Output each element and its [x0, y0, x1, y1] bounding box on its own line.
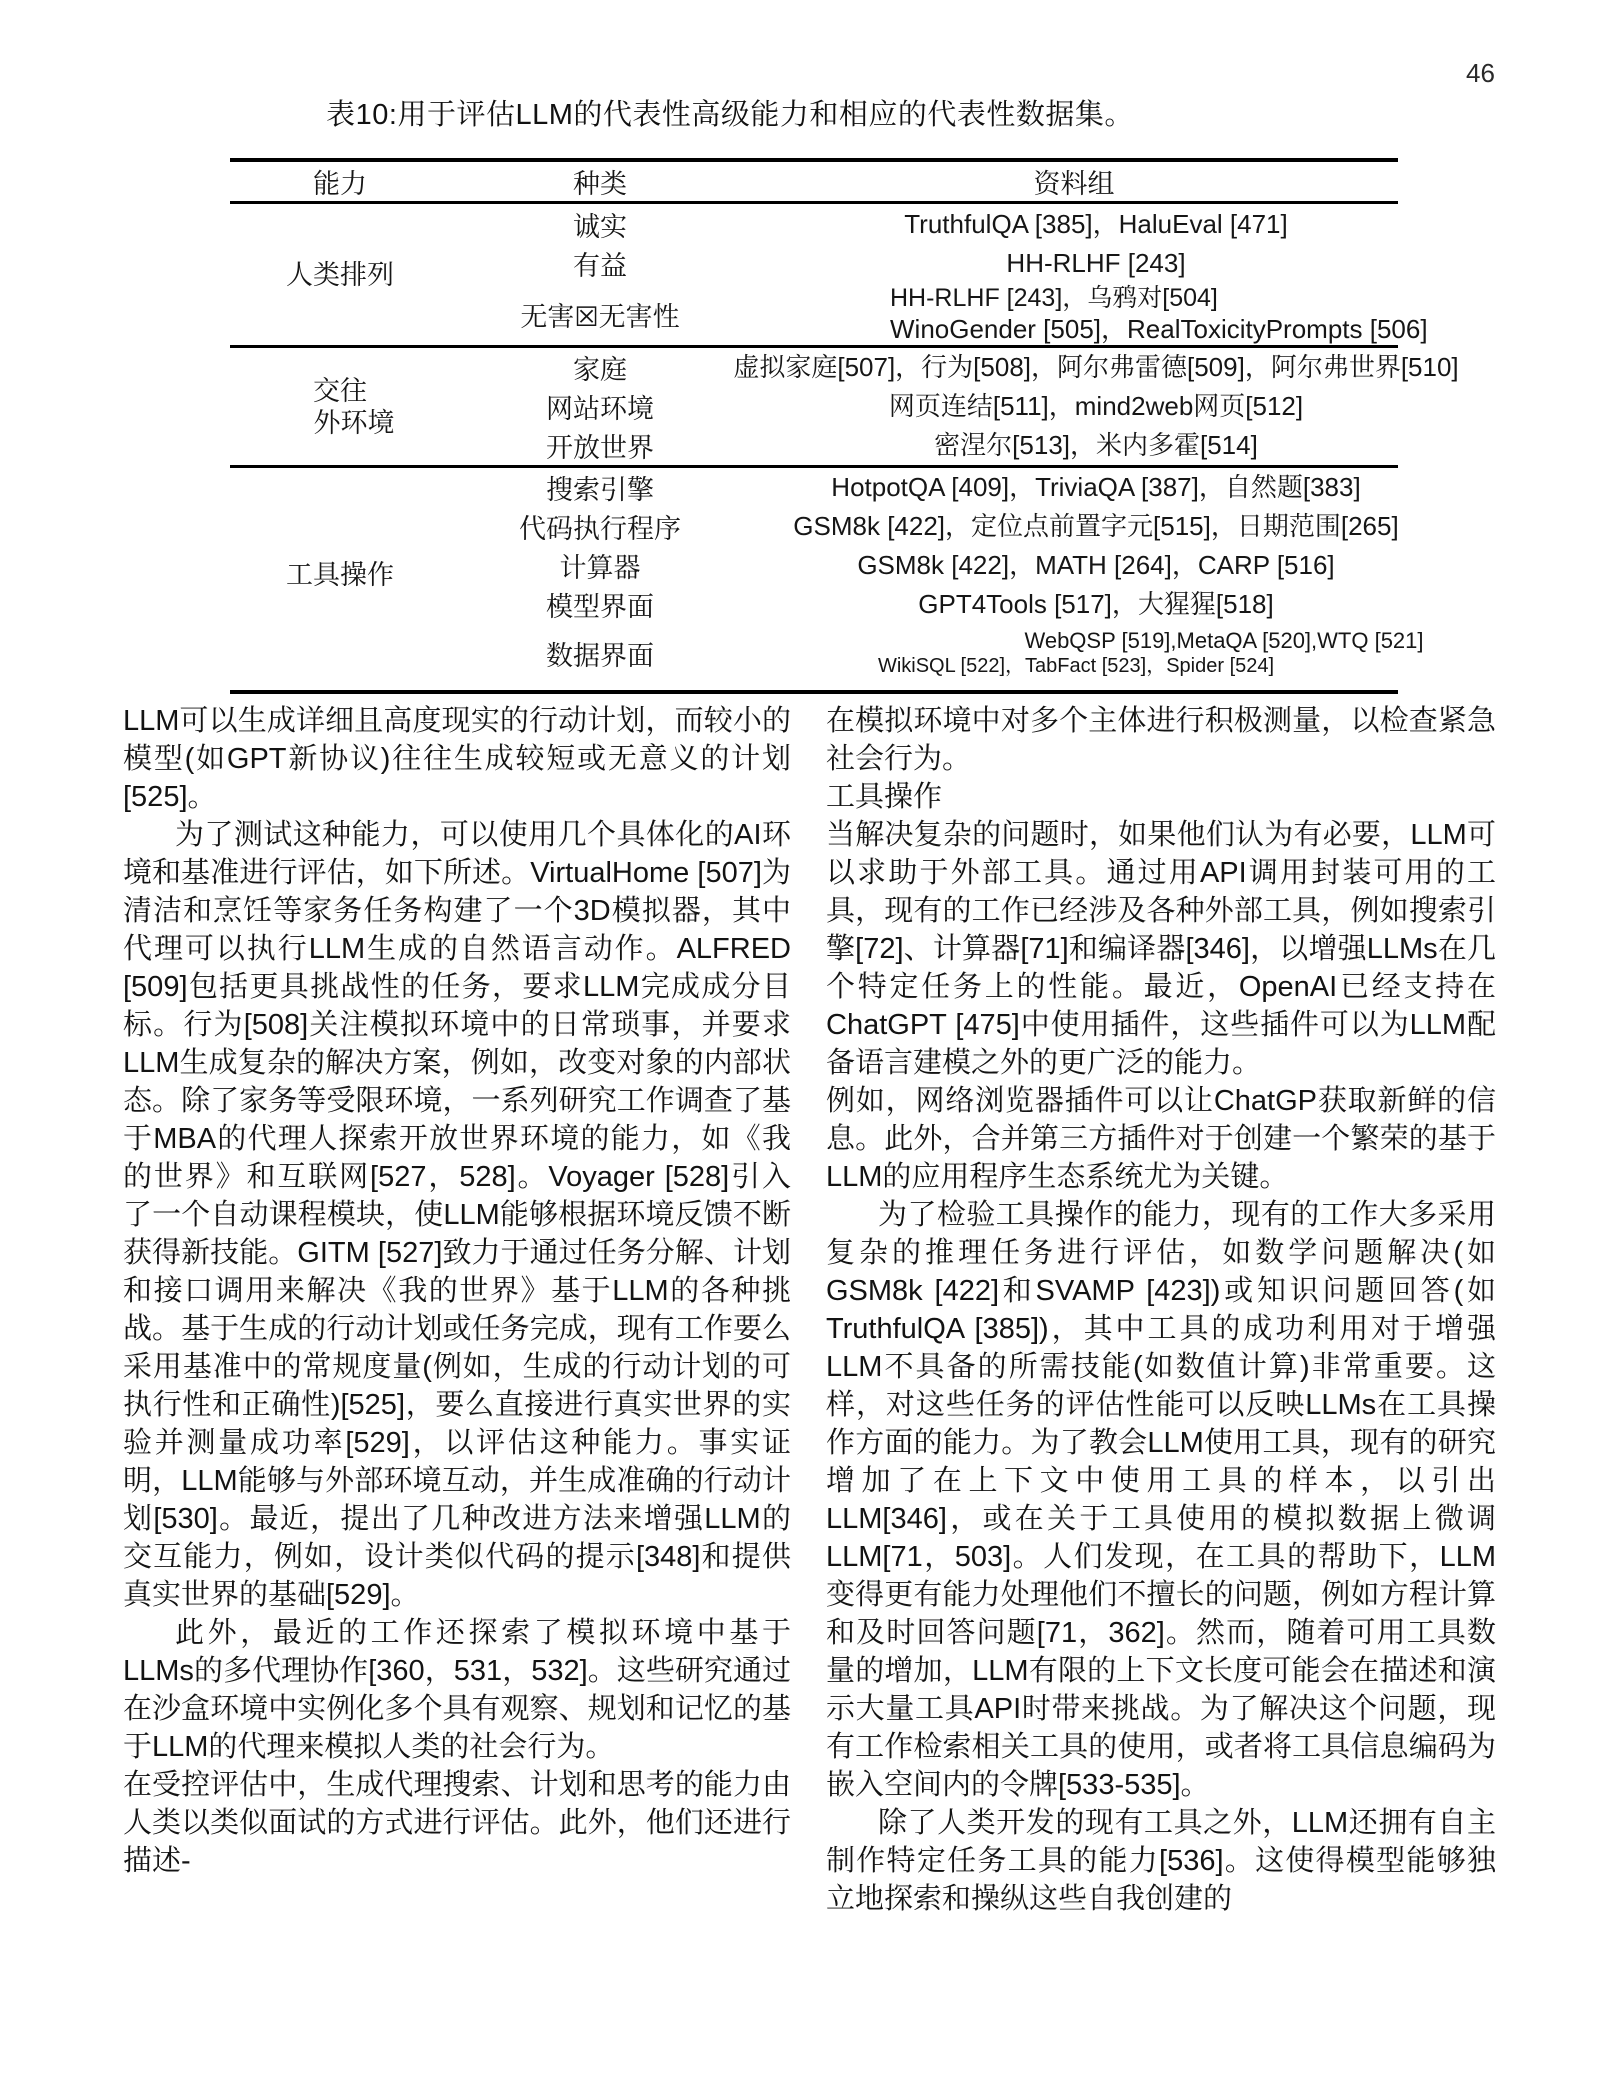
paragraph: 此外，最近的工作还探索了模拟环境中基于LLMs的多代理协作[360，531，532]。这些研究通过在沙盒环境中实例化多个具有观察、规划和记忆的基于LLM的代理来模拟人类的社会行为。: [123, 1617, 791, 1763]
paragraph: 为了测试这种能力，可以使用几个具体化的AI环境和基准进行评估，如下所述。VirtualHome [507]为清洁和烹饪等家务任务构建了一个3D模拟器，其中代理可以执行LLM生成的自然语言动作。ALFRED [509]包括更具挑战性的任务，要求LLM完成成分目标。行为[508]关注模拟环境中的日常琐事，并要求LLM生成复杂的解决方案，例如，改变对象的内部状态。除了家务等受限环境，一系列研究工作调查了基于MBA的代理人探索开放世界环境的能力，如《我的世界》和互联网[527，528]。Voyager [528]引入了一个自动课程模块，使LLM能够根据环境反馈不断获得新技能。GITM [527]致力于通过任务分解、计划和接口调用来解决《我的世界》基于LLM的各种挑战。基于生成的行动计划或任务完成，现有工作要么采用基准中的常规度量(例如，生成的行动计划的可执行性和正确性)[525]，要么直接进行真实世界的实验并测量成功率[529]，以评估这种能力。事实证明，LLM能够与外部环境互动，并生成准确的行动计划[530]。最近，提出了几种改进方法来增强LLM的交互能力，例如，设计类似代码的提示[348]和提供真实世界的基础[529]。: [123, 819, 791, 1611]
dataset-line: 虚拟家庭[507]，行为[508]，阿尔弗雷德[509]，阿尔弗世界[510]: [733, 352, 1459, 382]
capability-cell: [230, 468, 450, 682]
dataset-line: GPT4Tools [517]，大猩猩[518]: [918, 589, 1274, 619]
type-cell: 有益: [573, 251, 627, 281]
paragraph: 例如，网络浏览器插件可以让ChatGP获取新鲜的信息。此外，合并第三方插件对于创建一个繁荣的基于LLM的应用程序生态系统尤为关键。: [826, 1085, 1496, 1193]
capability-label: 交往: [313, 375, 367, 406]
datasets-cell: [772, 244, 1420, 283]
table-header-row: [230, 162, 1398, 204]
page-number: 46: [1466, 58, 1495, 88]
table-section-tool-manipulation: [230, 465, 1424, 690]
type-cell: 无害☒无害性: [520, 301, 680, 332]
datasets-cell: [772, 204, 1420, 244]
capability-cell: [230, 348, 450, 465]
capability-label: 外环境: [313, 407, 395, 438]
type-cell: 模型界面: [546, 592, 654, 622]
datasets-cell: [772, 426, 1420, 465]
capability-cell: [230, 204, 450, 345]
capability-label: 人类排列: [286, 259, 394, 290]
datasets-cell: [772, 624, 1424, 682]
datasets-cell: [733, 348, 1459, 387]
datasets-cell: [772, 468, 1420, 507]
paragraph: 除了人类开发的现有工具之外，LLM还拥有自主制作特定任务工具的能力[536]。这使得模型能够独立地探索和操纵这些自我创建的: [826, 1807, 1496, 1915]
datasets-cell: [772, 546, 1420, 585]
paragraph: 在模拟环境中对多个主体进行积极测量，以检查紧急社会行为。: [826, 705, 1496, 775]
type-cell: 开放世界: [546, 433, 654, 463]
type-cell: 代码执行程序: [519, 514, 681, 544]
table-header-capability: 能力: [313, 169, 367, 199]
type-cell: 家庭: [573, 355, 627, 385]
paragraph: LLM可以生成详细且高度现实的行动计划，而较小的模型(如GPT新协议)往往生成较短或无意义的计划[525]。: [123, 705, 791, 813]
datasets-cell: [772, 507, 1420, 546]
dataset-line: HotpotQA [409]，TriviaQA [387]，自然题[383]: [831, 472, 1361, 502]
left-column: [123, 702, 791, 1880]
dataset-line: HH-RLHF [243]，乌鸦对[504]: [890, 284, 1218, 312]
table-header-type: 种类: [573, 169, 627, 199]
table-section-human-alignment: [230, 204, 1428, 345]
dataset-line: WinoGender [505]，RealToxicityPrompts [506]: [890, 314, 1428, 344]
dataset-line: TruthfulQA [385]，HaluEval [471]: [904, 208, 1288, 239]
dataset-line: 网页连结[511]，mind2web网页[512]: [888, 391, 1304, 421]
datasets-cell: [772, 387, 1420, 426]
dataset-line: WikiSQL [522]，TabFact [523]，Spider [524]: [877, 654, 1275, 677]
type-cell: 搜索引擎: [546, 475, 654, 505]
paragraph: 在受控评估中，生成代理搜索、计划和思考的能力由人类以类似面试的方式进行评估。此外，他们还进行描述-: [123, 1769, 791, 1877]
paragraph: 为了检验工具操作的能力，现有的工作大多采用复杂的推理任务进行评估，如数学问题解决(如GSM8k [422]和SVAMP [423])或知识问题回答(如TruthfulQA [385])，其中工具的成功利用对于增强LLM不具备的所需技能(如数值计算)非常重要。这样，对这些任务的评估性能可以反映LLMs在工具操作方面的能力。为了教会LLM使用工具，现有的研究增加了在上下文中使用工具的样本，以引出LLM[346]，或在关于工具使用的模拟数据上微调LLM[71，503]。人们发现，在工具的帮助下，LLM变得更有能力处理他们不擅长的问题，例如方程计算和及时回答问题[71，362]。然而，随着可用工具数量的增加，LLM有限的上下文长度可能会在描述和演示大量工具API时带来挑战。为了解决这个问题，现有工作检索相关工具的使用，或者将工具信息编码为嵌入空间内的令牌[533-535]。: [826, 1199, 1496, 1801]
table-header-datasets: 资料组: [1033, 169, 1115, 199]
dataset-line: HH-RLHF [243]: [1006, 248, 1186, 278]
type-cell: 计算器: [559, 553, 641, 583]
type-cell: 诚实: [573, 211, 627, 242]
type-cell: 数据界面: [546, 640, 654, 671]
section-heading: 工具操作: [826, 781, 943, 813]
datasets-cell: [772, 585, 1420, 624]
table-caption: 表10:用于评估LLM的代表性高级能力和相应的代表性数据集。: [326, 99, 1134, 131]
dataset-line: GSM8k [422]，定位点前置字元[515]，日期范围[265]: [793, 511, 1399, 541]
capability-label: 工具操作: [286, 560, 394, 590]
dataset-line: WebQSP [519],MetaQA [520],WTQ [521]: [1024, 627, 1424, 653]
dataset-line: GSM8k [422]，MATH [264]，CARP [516]: [857, 550, 1335, 580]
capabilities-table: [230, 158, 1459, 694]
table-section-environment-interaction: [230, 345, 1459, 465]
datasets-cell: [750, 283, 1428, 345]
paragraph: 当解决复杂的问题时，如果他们认为有必要，LLM可以求助于外部工具。通过用API调用封装可用的工具，现有的工作已经涉及各种外部工具，例如搜索引擎[72]、计算器[71]和编译器[346]，以增强LLMs在几个特定任务上的性能。最近，OpenAI已经支持在ChatGPT [475]中使用插件，这些插件可以为LLM配备语言建模之外的更广泛的能力。: [826, 819, 1496, 1079]
dataset-line: 密涅尔[513]，米内多霍[514]: [934, 430, 1258, 460]
right-column: [826, 702, 1496, 1918]
type-cell: 网站环境: [546, 394, 654, 424]
